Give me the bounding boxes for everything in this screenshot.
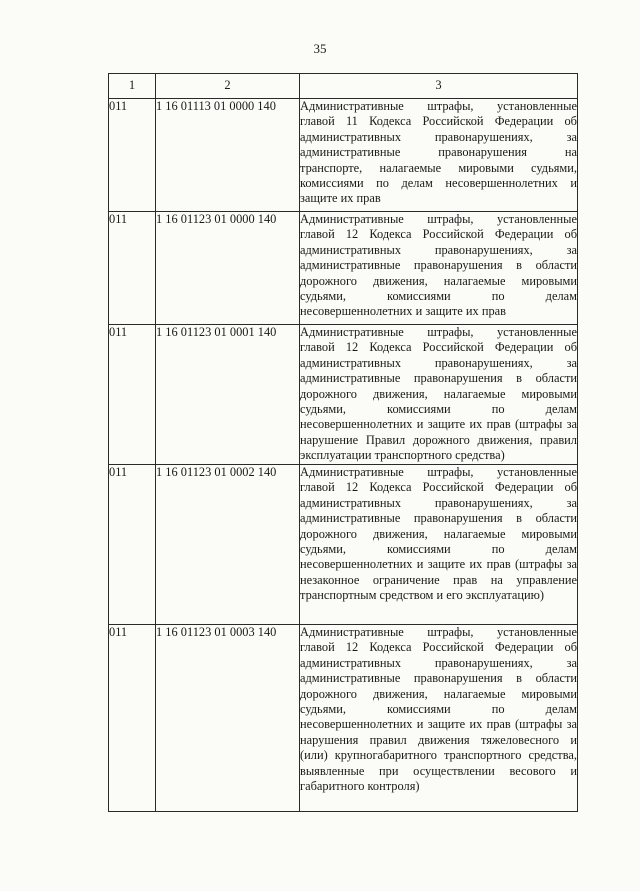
description-line: эксплуатации транспортного средства) [300, 448, 505, 463]
description-cell [300, 99, 578, 212]
description-line: несовершеннолетних и защите их прав [300, 304, 507, 319]
description-line: судьями, комиссиями по делам [300, 542, 577, 557]
admin-code-cell: 011 [109, 325, 156, 465]
kbk-code-cell: 1 16 01123 01 0000 140 [156, 212, 300, 325]
kbk-code-cell: 1 16 01123 01 0001 140 [156, 325, 300, 465]
description-line: главой 12 Кодекса Российской Федерации об [300, 340, 577, 355]
admin-code-cell: 011 [109, 465, 156, 625]
description-line: судьями, комиссиями по делам [300, 289, 577, 304]
description-line: нарушения правил движения тяжеловесного и [300, 732, 577, 747]
column-header-2: 2 [156, 74, 300, 99]
table-row [109, 625, 578, 812]
description-line: судьями, комиссиями по делам [300, 402, 577, 417]
description-line: Административные штрафы, установленные [300, 99, 577, 113]
description-line: Административные штрафы, установленные [300, 212, 577, 226]
description-line: административные правонарушения в области [300, 258, 577, 273]
description-cell [300, 465, 578, 625]
column-header-3: 3 [300, 74, 578, 99]
kbk-code-cell: 1 16 01123 01 0003 140 [156, 625, 300, 812]
description-line: административных правонарушениях, за [300, 655, 577, 670]
kbk-code-cell: 1 16 01123 01 0002 140 [156, 465, 300, 625]
description-line: габаритного контроля) [300, 779, 420, 794]
table-header-row [109, 74, 578, 99]
description-line: защите их прав [300, 191, 381, 206]
description-line: административных правонарушениях, за [300, 242, 577, 257]
description-line: несовершеннолетних и защите их прав (штрафы за [300, 717, 577, 732]
description-line: (или) крупногабаритного транспортного средства, [300, 748, 577, 763]
description-line: Административные штрафы, установленные [300, 465, 577, 479]
description-line: транспорте, налагаемые мировыми судьями, [300, 160, 577, 175]
admin-code-cell: 011 [109, 625, 156, 812]
table-row [109, 465, 578, 625]
column-header-1: 1 [109, 74, 156, 99]
description-line: нарушение Правил дорожного движения, правил [300, 432, 577, 447]
description-line: судьями, комиссиями по делам [300, 702, 577, 717]
description-cell [300, 625, 578, 812]
table-row [109, 325, 578, 465]
description-line: главой 12 Кодекса Российской Федерации об [300, 227, 577, 242]
table-row [109, 99, 578, 212]
description-line: незаконное ограничение прав на управление [300, 572, 577, 587]
description-line: дорожного движения, налагаемые мировыми [300, 386, 577, 401]
description-line: комиссиями по делам несовершеннолетних и [300, 176, 577, 191]
budget-code-table [108, 73, 578, 812]
description-line: Административные штрафы, установленные [300, 325, 577, 339]
description-line: дорожного движения, налагаемые мировыми [300, 273, 577, 288]
description-line: административных правонарушениях, за [300, 355, 577, 370]
description-line: главой 12 Кодекса Российской Федерации об [300, 480, 577, 495]
description-cell [300, 212, 578, 325]
description-line: Административные штрафы, установленные [300, 625, 577, 639]
description-line: выявленные при осуществлении весового и [300, 763, 577, 778]
description-line: транспортным средством и его эксплуатацию) [300, 588, 545, 603]
table-row [109, 212, 578, 325]
admin-code-cell: 011 [109, 212, 156, 325]
description-line: несовершеннолетних и защите их прав (штрафы за [300, 417, 577, 432]
page-number: 35 [313, 41, 327, 56]
description-line: дорожного движения, налагаемые мировыми [300, 526, 577, 541]
description-line: несовершеннолетних и защите их прав (штрафы за [300, 557, 577, 572]
description-line: административные правонарушения в области [300, 371, 577, 386]
description-line: главой 11 Кодекса Российской Федерации об [300, 114, 577, 129]
description-line: административные правонарушения на [300, 145, 577, 160]
description-line: административных правонарушениях, за [300, 495, 577, 510]
description-line: главой 12 Кодекса Российской Федерации об [300, 640, 577, 655]
description-line: дорожного движения, налагаемые мировыми [300, 686, 577, 701]
description-cell [300, 325, 578, 465]
admin-code-cell: 011 [109, 99, 156, 212]
kbk-code-cell: 1 16 01113 01 0000 140 [156, 99, 300, 212]
description-line: административные правонарушения в области [300, 671, 577, 686]
description-line: административных правонарушениях, за [300, 129, 577, 144]
description-line: административные правонарушения в области [300, 511, 577, 526]
